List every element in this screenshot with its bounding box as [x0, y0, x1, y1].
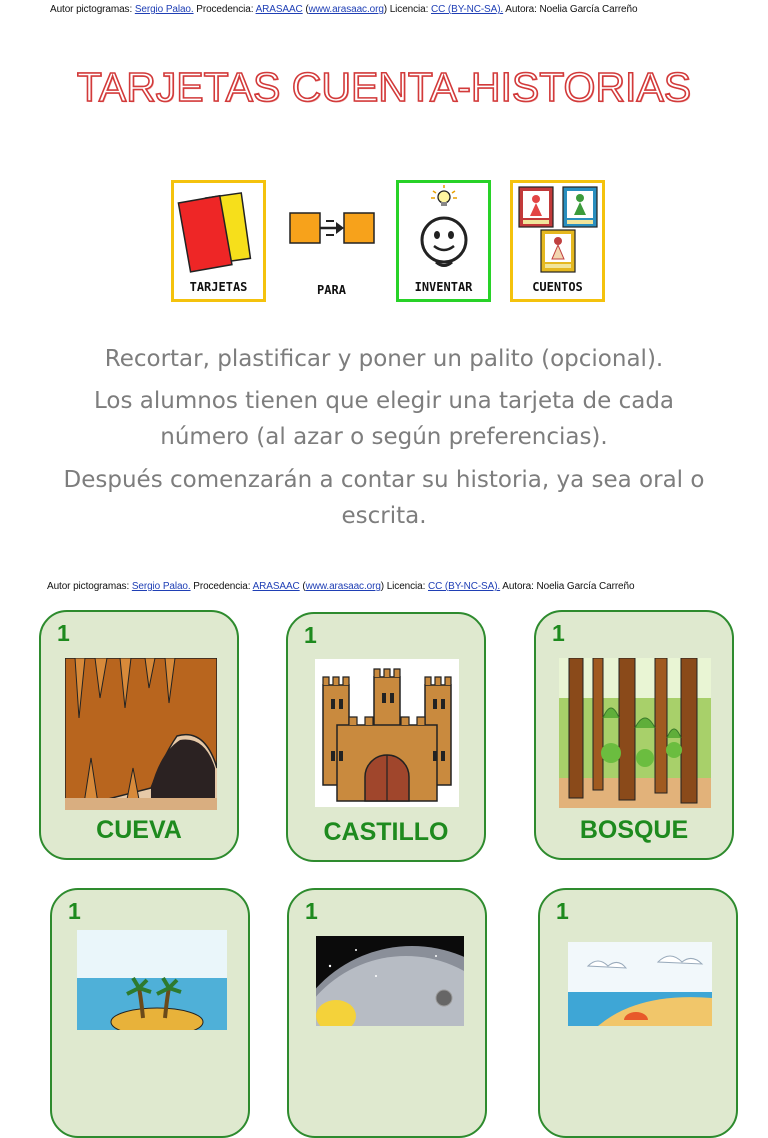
story-card-castillo: [286, 612, 486, 862]
beach-icon: [568, 942, 712, 1026]
licencia-link[interactable]: CC (BY-NC-SA).: [427, 581, 501, 592]
credit-line-top: Autor pictogramas: Sergio Palao. Procedencia: ARASAAC (www.arasaac.org) Licencia: CC (BY-NC-SA). Autora: Noelia García Carreño: [50, 4, 638, 15]
space-icon: [316, 936, 464, 1026]
card-number: 1: [68, 898, 81, 924]
pictogram-para: [284, 180, 379, 302]
instruction-1: Recortar, plastificar y poner un palito (opcional).: [104, 346, 664, 372]
storybooks-icon: [513, 183, 602, 278]
story-card-beach: [538, 888, 738, 1138]
pictogram-label: PARA: [317, 283, 346, 297]
story-card-island: [50, 888, 250, 1138]
pictogram-cuentos: [510, 180, 605, 302]
card-number: 1: [57, 620, 70, 646]
card-number: 1: [556, 898, 569, 924]
pictogram-label: TARJETAS: [189, 280, 248, 294]
pictogram-label: INVENTAR: [414, 280, 473, 294]
autor-link[interactable]: Sergio Palao.: [131, 581, 191, 592]
story-card-cueva: [39, 610, 239, 860]
card-number: 1: [305, 898, 318, 924]
story-card-bosque: [534, 610, 734, 860]
arrow-para-icon: [284, 180, 379, 275]
web-link[interactable]: www.arasaac.org: [305, 581, 381, 592]
card-word: CASTILLO: [323, 818, 449, 846]
procedencia-link[interactable]: ARASAAC: [255, 4, 303, 15]
cards-icon: [174, 183, 263, 278]
card-number: 1: [552, 620, 565, 646]
pictogram-inventar: [396, 180, 491, 302]
instruction-2: Los alumnos tienen que elegir una tarjeta de cada número (al azar o según preferencias).: [93, 388, 675, 450]
cave-icon: [65, 658, 217, 810]
licencia-link[interactable]: CC (BY-NC-SA).: [430, 4, 504, 15]
pictogram-tarjetas: [171, 180, 266, 302]
card-word: CUEVA: [96, 816, 182, 844]
page-title: TARJETAS CUENTA-HISTORIAS: [76, 64, 692, 110]
pictogram-label: CUENTOS: [532, 280, 583, 294]
forest-icon: [559, 658, 711, 808]
story-card-space: [287, 888, 487, 1138]
thinking-face-icon: [399, 183, 488, 278]
card-word: BOSQUE: [579, 816, 689, 844]
web-link[interactable]: www.arasaac.org: [308, 4, 384, 15]
instruction-3: Después comenzarán a contar su historia, ya sea oral o escrita.: [63, 467, 705, 529]
card-number: 1: [304, 622, 317, 648]
procedencia-link[interactable]: ARASAAC: [252, 581, 300, 592]
island-icon: [77, 930, 227, 1030]
castle-icon: [315, 659, 459, 807]
credit-line-cards: Autor pictogramas: Sergio Palao. Procedencia: ARASAAC (www.arasaac.org) Licencia: CC (BY-NC-SA). Autora: Noelia García Carreño: [47, 581, 635, 592]
autor-link[interactable]: Sergio Palao.: [134, 4, 194, 15]
